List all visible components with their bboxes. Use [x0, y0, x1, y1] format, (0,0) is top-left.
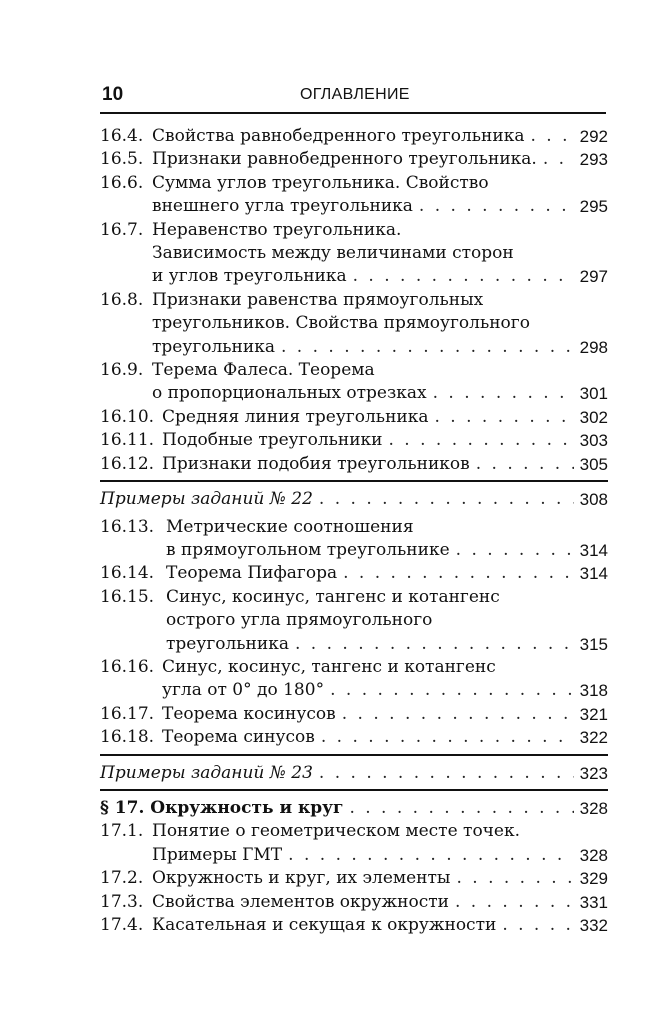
toc-page-number: 322 — [579, 728, 608, 748]
toc-entry-title: треугольника — [152, 336, 275, 357]
toc-entry-title: Примеры заданий № 22 — [100, 489, 313, 510]
toc-entry-number: 16.17. — [100, 703, 155, 724]
toc-entry-number: 16.4. — [100, 126, 144, 146]
dot-leader — [330, 679, 574, 702]
toc-page-number: 298 — [579, 337, 608, 357]
toc-entry-title: Сумма углов треугольника. Свойство — [152, 172, 489, 193]
toc-entry-title: Метрические соотношения — [166, 516, 414, 537]
toc-entry-title: угла от 0° до 180° — [162, 680, 325, 701]
toc-entry[interactable] — [100, 656, 608, 703]
toc-entry[interactable] — [100, 891, 608, 914]
toc-page-number: 332 — [579, 916, 608, 935]
toc-entry[interactable] — [100, 762, 608, 785]
dot-leader — [476, 453, 574, 476]
toc-entry-title: Понятие о геометрическом месте точек. — [152, 821, 521, 842]
toc-page-number: 301 — [579, 384, 608, 404]
section-divider — [100, 789, 608, 791]
toc-entry-title: Свойства равнобедренного треугольника — [152, 126, 525, 146]
toc-entry-title: Свойства элементов окружности — [152, 891, 449, 912]
toc-page-number: 308 — [579, 490, 608, 510]
toc-entry[interactable] — [100, 797, 608, 820]
dot-leader — [321, 726, 574, 749]
toc-entry-number: 16.6. — [100, 172, 144, 193]
dot-leader — [349, 797, 573, 820]
toc-page-number: 292 — [579, 127, 608, 146]
toc-entry-number: 16.7. — [100, 219, 144, 240]
toc-page-number: 328 — [579, 798, 608, 818]
toc-page-number: 293 — [579, 150, 608, 170]
toc-entry[interactable] — [100, 703, 608, 726]
toc-page-number: 329 — [579, 869, 608, 889]
toc-entry[interactable] — [100, 488, 608, 511]
toc-entry-number: 16.10. — [100, 406, 155, 427]
toc-entry-title: Зависимость между величинами сторон — [152, 243, 514, 264]
toc-entry[interactable] — [100, 562, 608, 585]
toc-entry-number: 16.15. — [100, 586, 155, 607]
toc-entry-number: 16.11. — [100, 430, 155, 451]
dot-leader — [288, 844, 573, 867]
toc-page-number: 318 — [579, 681, 608, 701]
dot-leader — [502, 914, 573, 937]
toc-entry-title: и углов треугольника — [152, 266, 347, 287]
toc-page-number: 321 — [579, 704, 608, 724]
toc-entry-title: о пропорциональных отрезках — [152, 383, 427, 404]
toc-entry-title: Примеры заданий № 23 — [100, 762, 313, 783]
toc-page-number: 328 — [579, 845, 608, 865]
dot-leader — [530, 125, 573, 148]
toc-page-number: 314 — [579, 564, 608, 584]
toc-entry-title: Синус, косинус, тангенс и котангенс — [162, 656, 496, 677]
toc-entry-title: Признаки равенства прямоугольных — [152, 289, 484, 310]
toc-entry[interactable] — [100, 429, 608, 452]
toc-entry[interactable] — [100, 406, 608, 429]
toc-entry[interactable] — [100, 820, 608, 867]
toc-entry-title: треугольника — [166, 633, 289, 654]
toc-entry-title: Средняя линия треугольника — [162, 406, 429, 427]
toc-entry[interactable] — [100, 726, 608, 749]
dot-leader — [419, 195, 574, 218]
toc-entry-number: 16.5. — [100, 149, 144, 170]
toc-page-number: 295 — [579, 197, 608, 217]
section-title: ОГЛАВЛЕНИЕ — [300, 86, 410, 103]
toc-entry-title: внешнего угла треугольника — [152, 196, 413, 217]
toc-page-number: 303 — [579, 431, 608, 451]
dot-leader — [343, 562, 574, 585]
dot-leader — [433, 382, 574, 405]
toc-entry[interactable] — [100, 359, 608, 406]
section-divider — [100, 480, 608, 482]
toc-entry-title: Окружность и круг, их элементы — [152, 868, 451, 889]
toc-entry-number: 17.3. — [100, 891, 144, 912]
toc-entry-title: острого угла прямоугольного — [166, 610, 433, 631]
toc-entry-number: 16.18. — [100, 727, 155, 748]
toc-entry-title: в прямоугольном треугольнике — [166, 539, 450, 560]
toc-entry[interactable] — [100, 172, 608, 219]
dot-leader — [543, 148, 574, 171]
toc-entry-title: Признаки равнобедренного треугольника. — [152, 149, 537, 170]
toc-entry-title: Примеры ГМТ — [152, 844, 283, 865]
dot-leader — [456, 539, 574, 562]
toc-entry-number: 16.12. — [100, 453, 155, 474]
toc-entry[interactable] — [100, 148, 608, 171]
toc-page-number: 314 — [579, 540, 608, 560]
toc-entry-title: Теорема косинусов — [162, 703, 336, 724]
toc-entry-title: Терема Фалеса. Теорема — [152, 360, 375, 381]
toc-entry-number: 17.1. — [100, 821, 144, 842]
toc-entry-number: 17.2. — [100, 868, 144, 889]
toc-entry-number: 16.8. — [100, 289, 144, 310]
toc-entry[interactable] — [100, 516, 608, 563]
toc-entry-number: 16.9. — [100, 360, 144, 381]
toc-page-number: 302 — [579, 407, 608, 427]
dot-leader — [353, 265, 574, 288]
toc-entry[interactable] — [100, 914, 608, 937]
running-header — [100, 84, 606, 114]
dot-leader — [319, 762, 574, 785]
dot-leader — [295, 633, 574, 656]
toc-entry-title: Касательная и секущая к окружности — [152, 915, 497, 935]
toc-entry[interactable] — [100, 219, 608, 289]
page-number: 10 — [102, 84, 124, 105]
toc-entry-title: Синус, косинус, тангенс и котангенс — [166, 586, 500, 607]
toc-entry-number: 16.14. — [100, 563, 155, 584]
toc-entry-title: Теорема синусов — [162, 727, 315, 748]
toc-entry[interactable] — [100, 453, 608, 476]
toc-entry-title: § 17. Окружность и круг — [100, 797, 344, 818]
dot-leader — [319, 488, 574, 511]
toc-page-number: 315 — [579, 634, 608, 654]
dot-leader — [435, 406, 574, 429]
toc-entry-number: 16.16. — [100, 656, 155, 677]
table-of-contents — [100, 125, 608, 937]
toc-entry-title: треугольников. Свойства прямоугольного — [152, 313, 530, 334]
toc-entry-title: Неравенство треугольника. — [152, 219, 402, 240]
toc-entry-title: Теорема Пифагора — [166, 563, 338, 584]
toc-page-number: 331 — [579, 892, 608, 912]
dot-leader — [455, 891, 574, 914]
toc-page-number: 297 — [579, 267, 608, 287]
dot-leader — [342, 703, 574, 726]
dot-leader — [281, 336, 574, 359]
toc-entry[interactable] — [100, 289, 608, 359]
toc-entry-title: Подобные треугольники — [162, 430, 383, 451]
section-divider — [100, 754, 608, 756]
toc-entry-number: 16.13. — [100, 516, 155, 537]
dot-leader — [456, 867, 573, 890]
toc-entry-number: 17.4. — [100, 915, 144, 935]
toc-entry[interactable] — [100, 867, 608, 890]
toc-entry-title: Признаки подобия треугольников — [162, 453, 470, 474]
toc-entry[interactable] — [100, 125, 608, 148]
toc-entry[interactable] — [100, 586, 608, 656]
toc-page-number: 323 — [579, 763, 608, 783]
toc-page-number: 305 — [579, 454, 608, 474]
dot-leader — [389, 429, 574, 452]
